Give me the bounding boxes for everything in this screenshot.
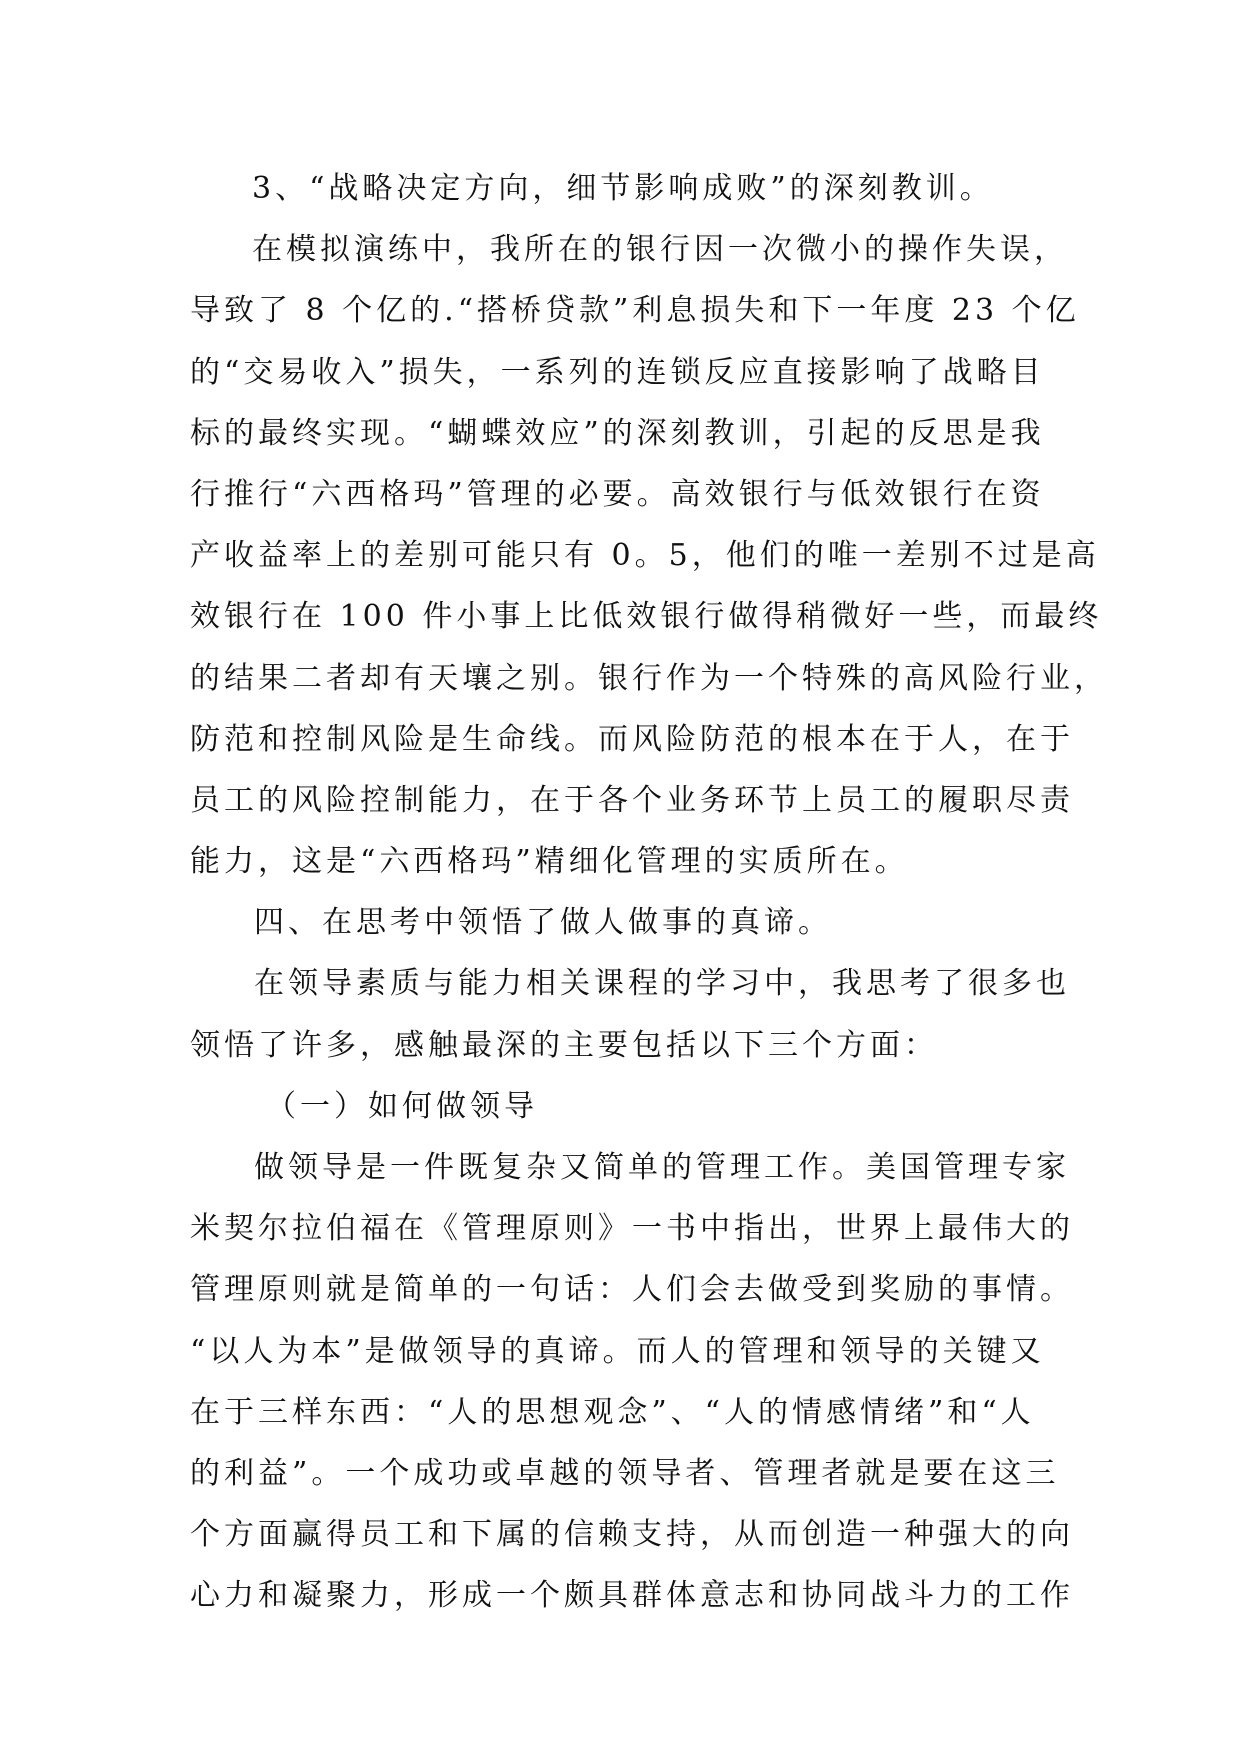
paragraph-line: 行推行“六西格玛”管理的必要。高效银行与低效银行在资 (190, 476, 1045, 512)
paragraph-line: 效银行在 100 件小事上比低效银行做得稍微好一些，而最终 (190, 599, 1103, 635)
paragraph-line: 在领导素质与能力相关课程的学习中，我思考了很多也 (254, 966, 1070, 1002)
paragraph-line: 的“交易收入”损失，一系列的连锁反应直接影响了战略目 (190, 354, 1045, 390)
paragraph-line: 产收益率上的差别可能只有 0。5，他们的唯一差别不过是高 (190, 538, 1100, 574)
paragraph-line: “以人为本”是做领导的真谛。而人的管理和领导的关键又 (190, 1333, 1045, 1369)
paragraph-line: 的结果二者却有天壤之别。银行作为一个特殊的高风险行业， (190, 660, 1108, 696)
subsection-heading: （一）如何做领导 (266, 1088, 538, 1124)
paragraph-line: 导致了 8 个亿的.“搭桥贷款”利息损失和下一年度 23 个亿 (190, 293, 1080, 329)
paragraph-line: 个方面赢得员工和下属的信赖支持，从而创造一种强大的向 (190, 1517, 1074, 1553)
paragraph-line: 米契尔拉伯福在《管理原则》一书中指出，世界上最伟大的 (190, 1211, 1074, 1247)
paragraph-line: 员工的风险控制能力，在于各个业务环节上员工的履职尽责 (190, 782, 1074, 818)
paragraph-line: 做领导是一件既复杂又简单的管理工作。美国管理专家 (254, 1150, 1070, 1185)
paragraph-line: 在模拟演练中，我所在的银行因一次微小的操作失误， (252, 232, 1068, 268)
paragraph-line: 的利益”。一个成功或卓越的领导者、管理者就是要在这三 (190, 1455, 1060, 1491)
paragraph-line: 管理原则就是简单的一句话：人们会去做受到奖励的事情。 (190, 1272, 1074, 1308)
document-body (190, 158, 1108, 1627)
section-heading-4: 四、在思考中领悟了做人做事的真谛。 (254, 905, 832, 941)
section-heading-3: 3、“战略决定方向，细节影响成败”的深刻教训。 (252, 171, 994, 206)
paragraph-line: 领悟了许多，感触最深的主要包括以下三个方面： (190, 1027, 938, 1063)
paragraph-line: 能力，这是“六西格玛”精细化管理的实质所在。 (190, 844, 909, 880)
paragraph-line: 标的最终实现。“蝴蝶效应”的深刻教训，引起的反思是我 (190, 415, 1045, 451)
paragraph-line: 心力和凝聚力，形成一个颇具群体意志和协同战斗力的工作 (190, 1578, 1074, 1614)
paragraph-line: 在于三样东西：“人的思想观念”、“人的情感情绪”和“人 (190, 1394, 1035, 1430)
paragraph-line: 防范和控制风险是生命线。而风险防范的根本在于人，在于 (190, 721, 1074, 757)
